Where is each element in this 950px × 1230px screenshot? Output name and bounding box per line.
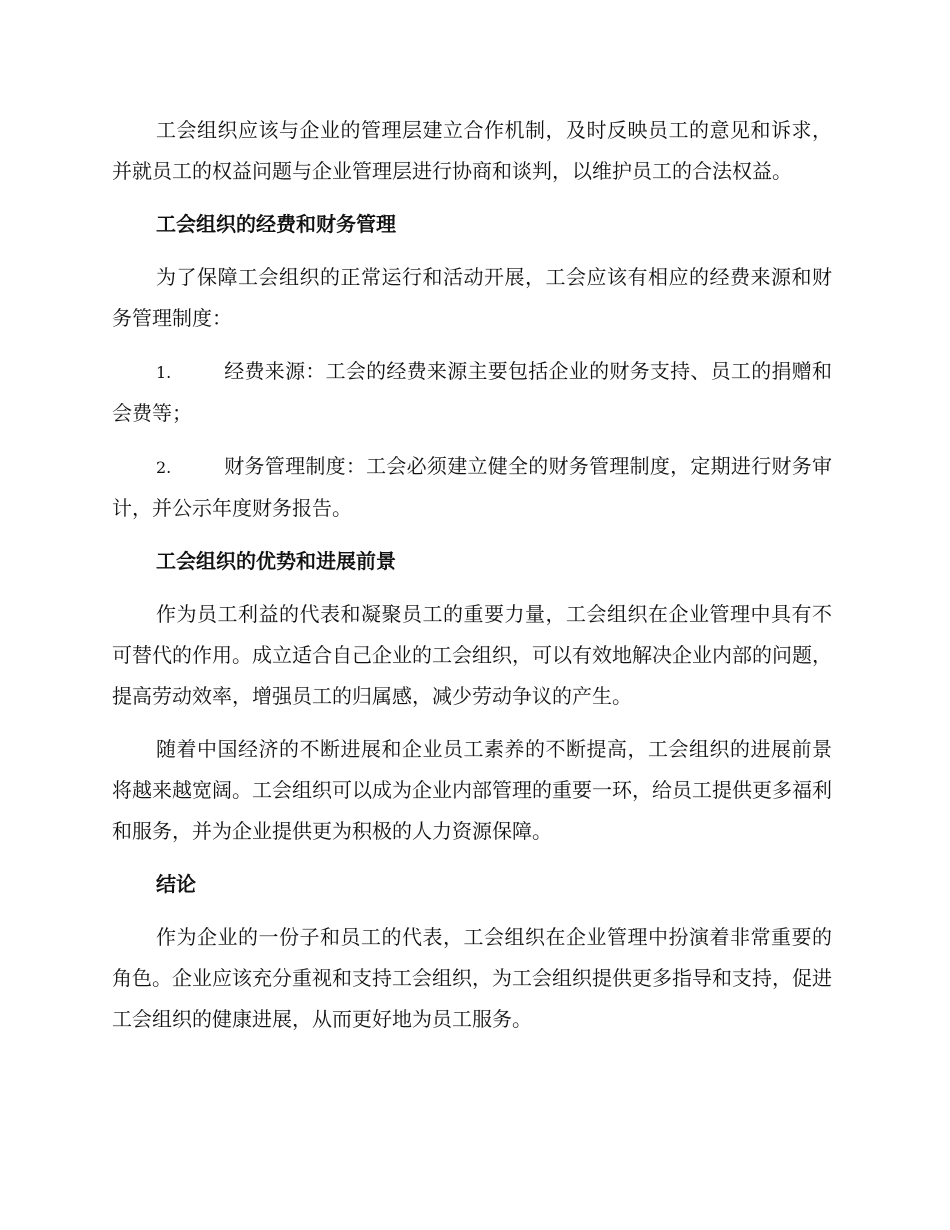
paragraph-funding-intro: 为了保障工会组织的正常运行和活动开展，工会应该有相应的经费来源和财务管理制度： (112, 265, 832, 330)
heading-advantages: 工会组织的优势和进展前景 (156, 549, 396, 573)
heading-funding: 工会组织的经费和财务管理 (156, 212, 396, 236)
list-item-funding-source (112, 351, 832, 434)
paragraph-cooperation: 工会组织应该与企业的管理层建立合作机制，及时反映员工的意见和诉求，并就员工的权益问题与企业管理层进行协商和谈判，以维护员工的合法权益。 (112, 118, 832, 183)
list-item-text: 经费来源：工会的经费来源主要包括企业的财务支持、员工的捐赠和会费等； (112, 359, 832, 425)
heading-conclusion: 结论 (156, 872, 196, 896)
paragraph-conclusion: 作为企业的一份子和员工的代表，工会组织在企业管理中扮演着非常重要的角色。企业应该充分重视和支持工会组织，为工会组织提供更多指导和支持，促进工会组织的健康进展，从而更好地为员工服务。 (112, 925, 832, 1031)
list-item-finance-system (112, 446, 832, 529)
document-body (112, 110, 832, 1052)
paragraph-prospects: 随着中国经济的不断进展和企业员工素养的不断提高，工会组织的进展前景将越来越宽阔。工会组织可以成为企业内部管理的重要一环，给员工提供更多福利和服务，并为企业提供更为积极的人力资源保障。 (112, 737, 832, 843)
list-number: 1. (156, 363, 172, 382)
list-number: 2. (156, 458, 172, 477)
list-item-text: 财务管理制度：工会必须建立健全的财务管理制度，定期进行财务审计，并公示年度财务报告。 (112, 454, 832, 520)
paragraph-advantages: 作为员工利益的代表和凝聚员工的重要力量，工会组织在企业管理中具有不可替代的作用。成立适合自己企业的工会组织，可以有效地解决企业内部的问题，提高劳动效率，增强员工的归属感，减少劳动争议的产生。 (112, 602, 832, 708)
